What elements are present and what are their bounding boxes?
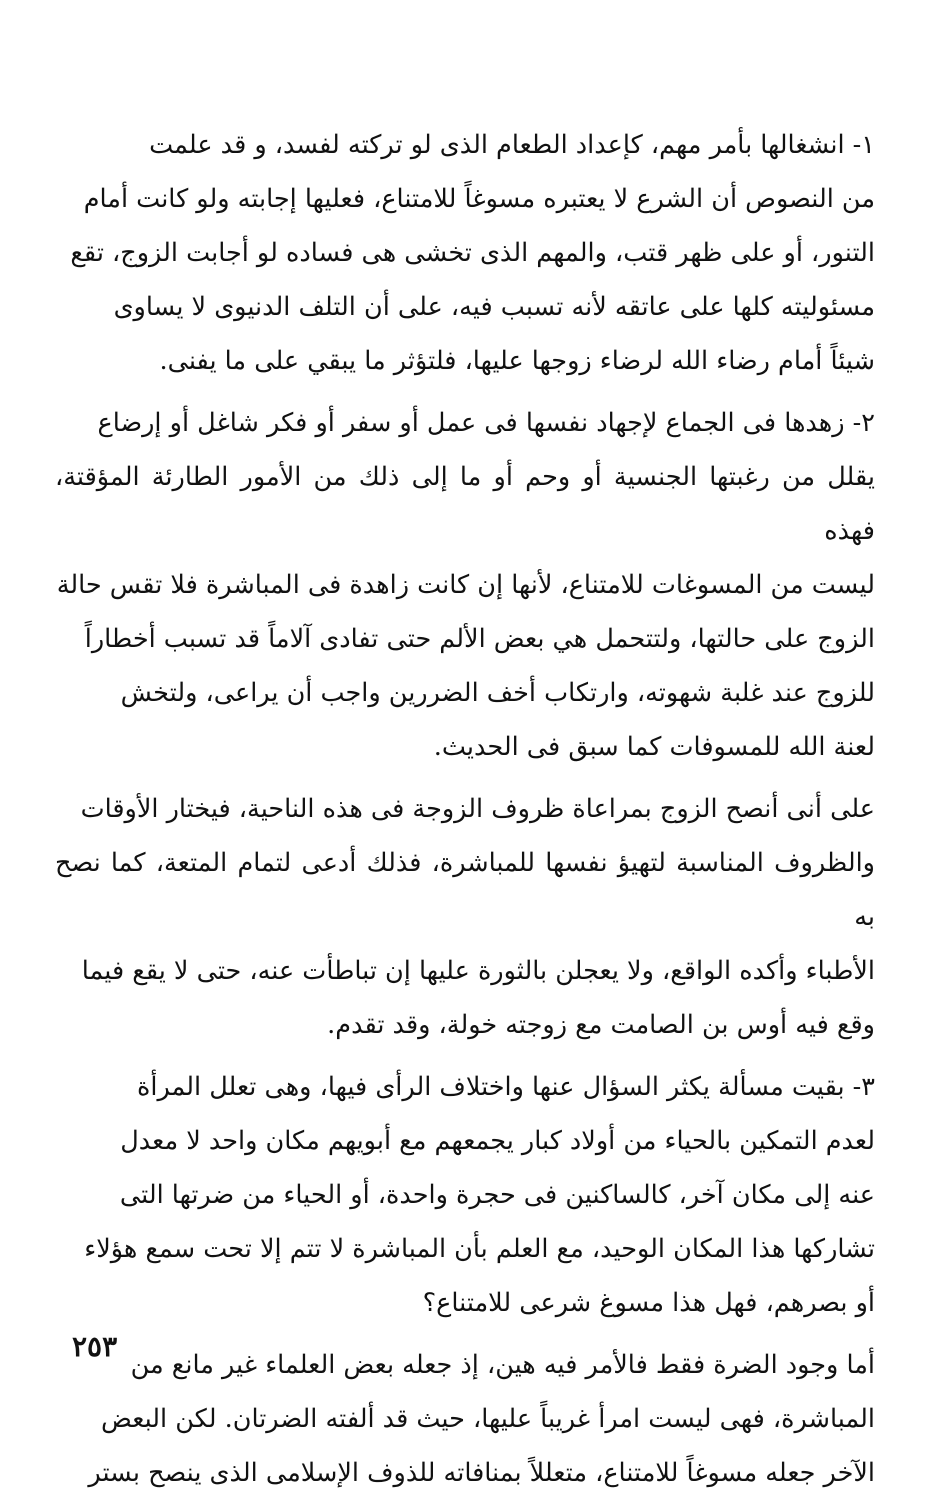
paragraph-4: ٣- بقيت مسألة يكثر السؤال عنها واختلاف الرأى فيها، وهى تعلل المرأة لعدم التمكين بالحياء من أولاد كبار يجمعهم مع أبويهم مكان واحد لا معدل عنه إلى مكان آخر، كالساكنين فى حجرة واحدة، أو الحياء من ضرتها التى تشاركها هذا المكان الوحيد، مع العلم بأن المباشرة لا تتم إلا تحت سمع هؤلاء أو بصرهم، فهل هذا مسوغ شرعى للامتناع؟ — [84, 1072, 875, 1318]
paragraph-5: أما وجود الضرة فقط فالأمر فيه هين، إذ جعله بعض العلماء غير مانع من المباشرة، فهى ليست امرأ غريباً عليها، حيث قد ألفته الضرتان. لكن البعض الآخر جعله مسوغاً للامتناع، متعللاً بمنافاته للذوف الإسلامى الذى ينصح بستر — [88, 1350, 875, 1488]
page-body — [55, 118, 875, 1488]
paragraph-1: ١- انشغالها بأمر مهم، كإعداد الطعام الذى لو تركته لفسد، و قد علمت من النصوص أن الشرع لا يعتبره مسوغاً للامتناع، فعليها إجابته ولو كانت أمام التنور، أو على ظهر قتب، والمهم الذى تخشى هى فساده لو أجابت الزوج، تقع مسئوليته كلها على عاتقه لأنه تسبب فيه، على أن التلف الدنيوى لا يساوى شيئاً أمام رضاء الله لرضاء زوجها عليها، فلتؤثر ما يبقي على ما يفنى. — [70, 130, 875, 376]
paragraph-3: على أنى أنصح الزوج بمراعاة ظروف الزوجة فى هذه الناحية، فيختار الأوقات والظروف المناسبة لتهيؤ نفسها للمباشرة، فذلك أدعى لتمام المتعة، كما نصح به الأطباء وأكده الواقع، ولا يعجلن بالثورة عليها إن تباطأت عنه، حتى لا يقع فيما وقع فيه أوس بن الصامت مع زوجته خولة، وقد تقدم. — [55, 794, 875, 1040]
paragraph-2: ٢- زهدها فى الجماع لإجهاد نفسها فى عمل أو سفر أو فكر شاغل أو إرضاع يقلل من رغبتها الجنسية أو وحم أو ما إلى ذلك من الأمور الطارئة المؤقتة، فهذه ليست من المسوغات للامتناع، لأنها إن كانت زاهدة فى المباشرة فلا تقس حالة الزوج على حالتها، ولتتحمل هي بعض الألم حتى تفادى آلاماً قد تسبب أخطاراً للزوج عند غلبة شهوته، وارتكاب أخف الضررين واجب أن يراعى، ولتخش لعنة الله للمسوفات كما سبق فى الحديث. — [55, 408, 875, 762]
page-number: ٢٥٣ — [72, 1330, 118, 1363]
